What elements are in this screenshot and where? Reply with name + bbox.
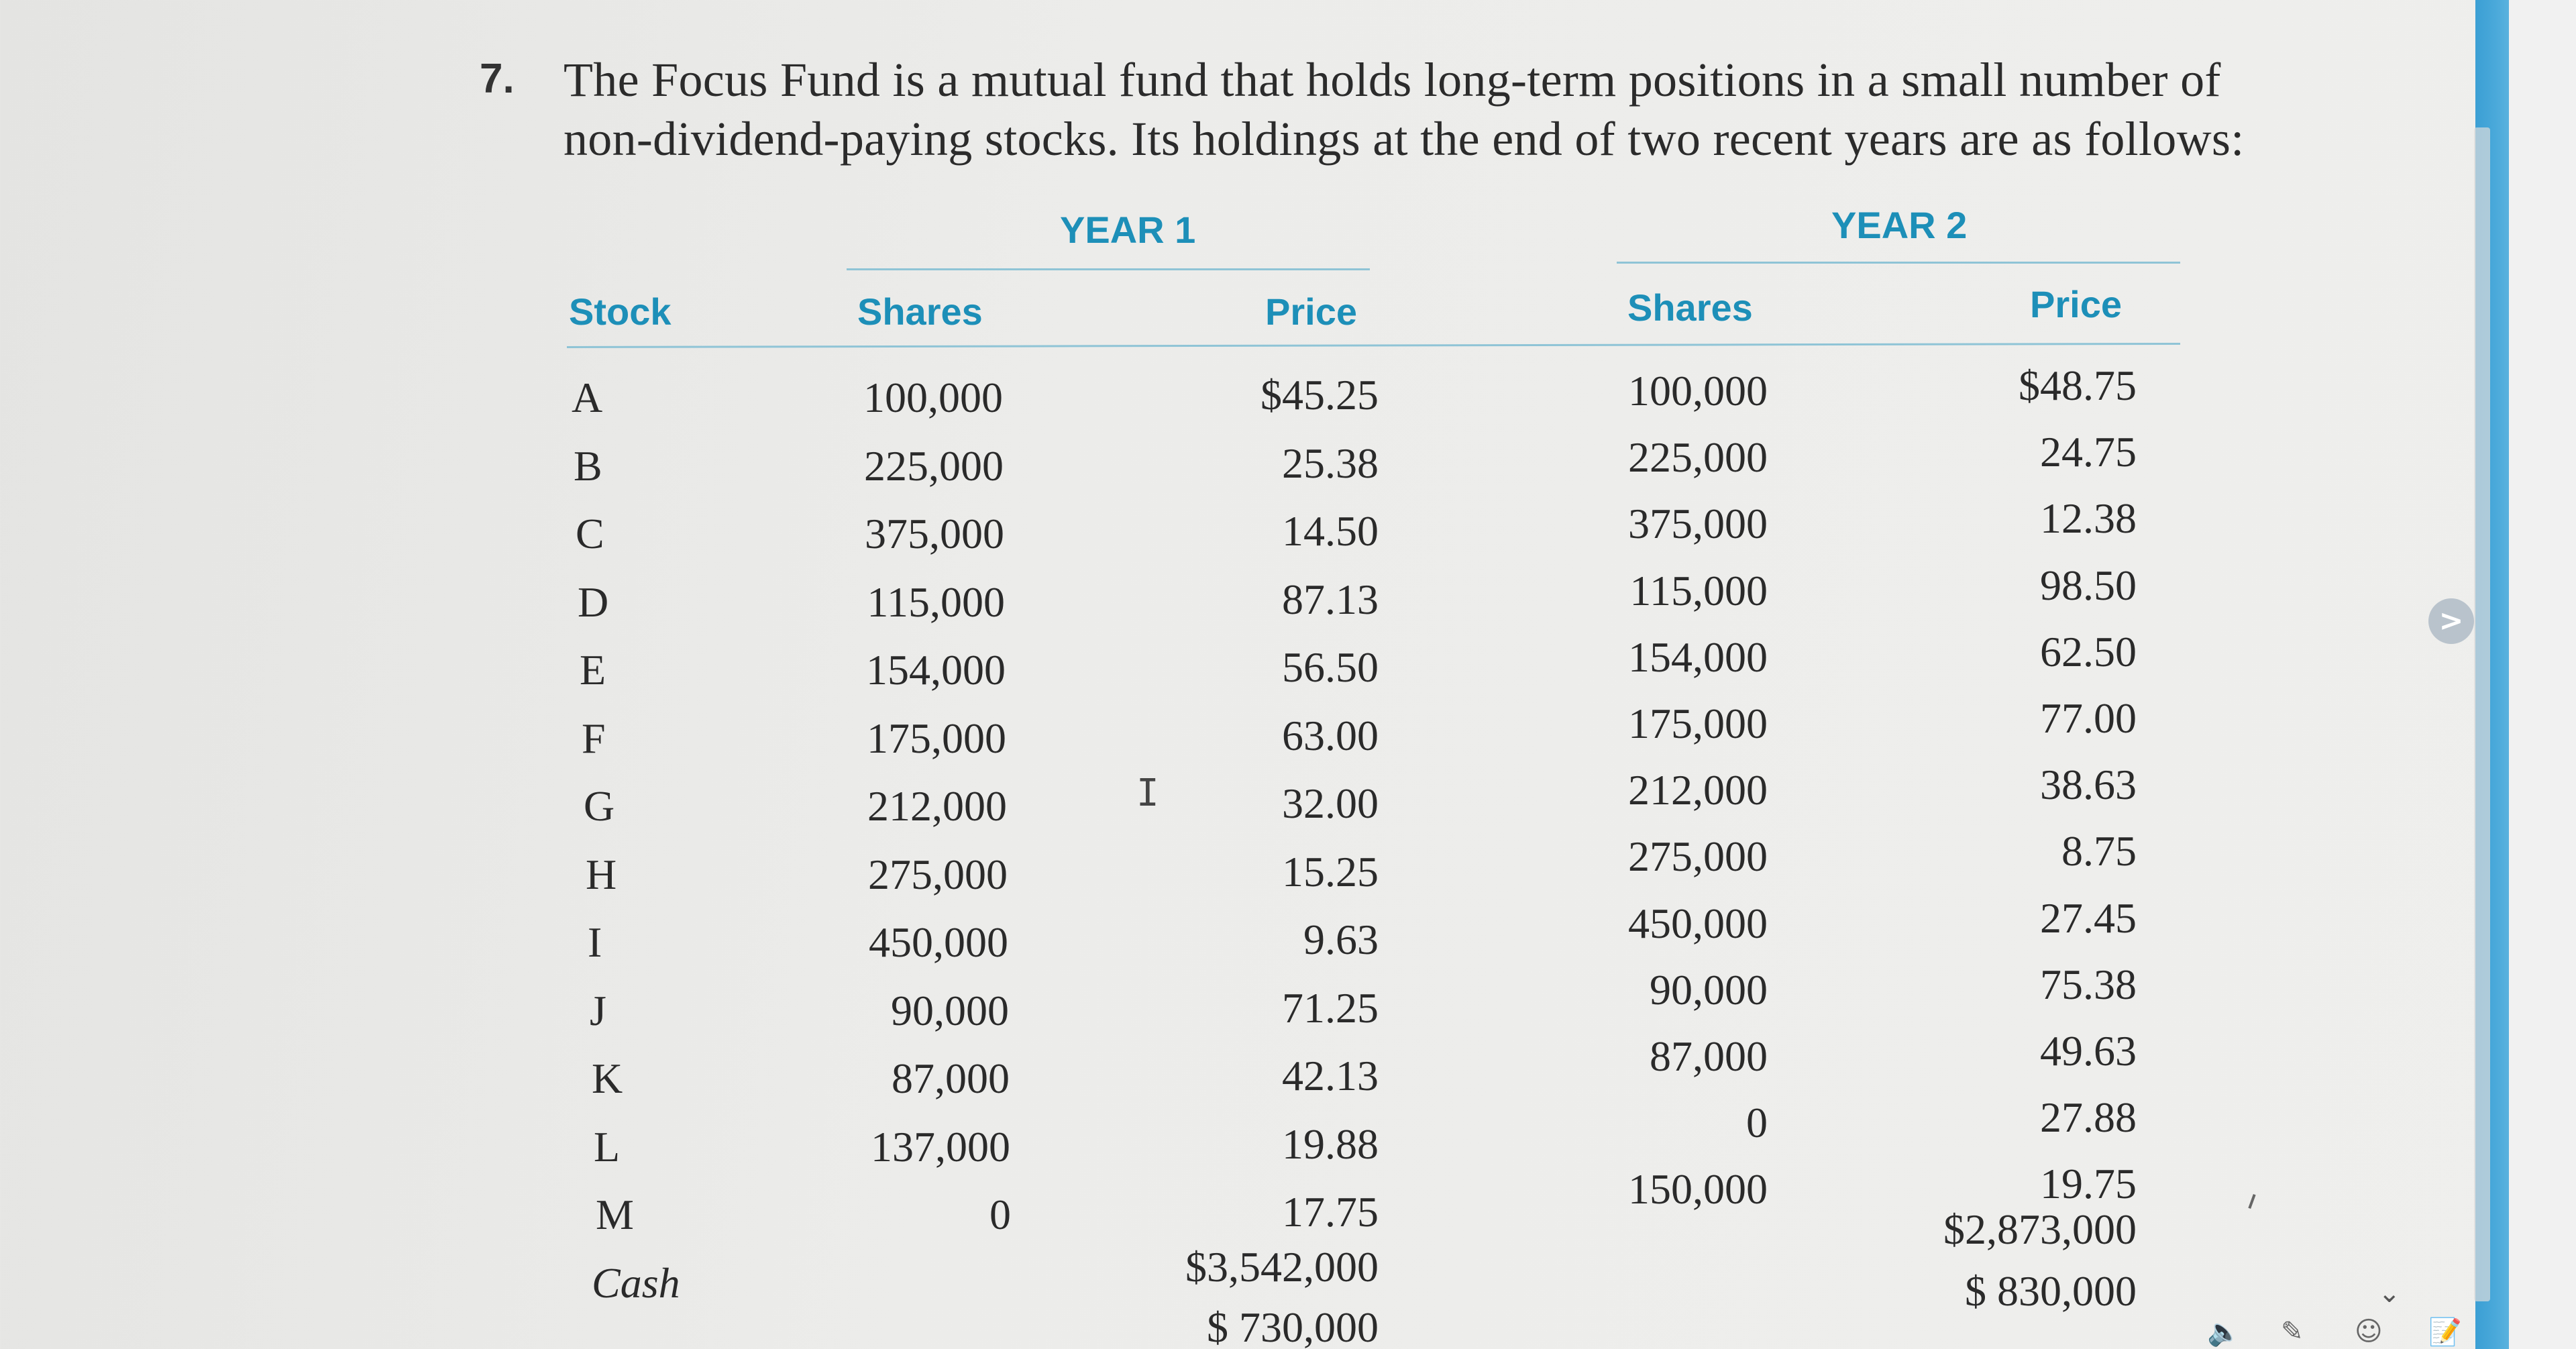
price-year2: 98.50 bbox=[2040, 561, 2137, 609]
smiley-icon[interactable]: ☺ bbox=[2355, 1316, 2383, 1347]
header-stock: Stock bbox=[569, 290, 672, 333]
shares-year2: 212,000 bbox=[1628, 766, 1768, 814]
stock-name: A bbox=[572, 374, 603, 421]
price-year2: 27.88 bbox=[2040, 1093, 2137, 1142]
stock-name: M bbox=[596, 1191, 634, 1238]
scrollbar-thumb[interactable] bbox=[2474, 127, 2490, 1301]
shares-year2: 225,000 bbox=[1628, 433, 1768, 482]
price-year1: $45.25 bbox=[1260, 371, 1379, 419]
question-number: 7. bbox=[480, 56, 515, 102]
stock-name: D bbox=[578, 578, 609, 626]
stock-name: I bbox=[588, 918, 602, 966]
shares-year1: 115,000 bbox=[867, 578, 1005, 626]
text-cursor-icon: I bbox=[1136, 771, 1159, 815]
header-price-year1: Price bbox=[1265, 290, 1357, 333]
price-year1: 14.50 bbox=[1282, 507, 1379, 555]
price-year1: 19.88 bbox=[1282, 1120, 1379, 1168]
price-year1: 15.25 bbox=[1282, 847, 1379, 896]
shares-year2: 154,000 bbox=[1628, 633, 1768, 681]
price-year2: 49.63 bbox=[2040, 1027, 2137, 1075]
year-2-rule bbox=[1617, 262, 2180, 264]
price-year2: 19.75 bbox=[2040, 1160, 2137, 1208]
partial-row-year1: $ 730,000 bbox=[1207, 1303, 1379, 1349]
price-year2: 77.00 bbox=[2040, 694, 2137, 742]
shares-year1: 137,000 bbox=[871, 1122, 1010, 1171]
chevron-down-icon[interactable]: ⌄ bbox=[2378, 1278, 2401, 1309]
header-shares-year1: Shares bbox=[857, 290, 983, 333]
price-year2: 8.75 bbox=[2061, 827, 2137, 875]
stock-name: K bbox=[592, 1055, 623, 1102]
notes-icon[interactable]: 📝 bbox=[2428, 1317, 2462, 1348]
price-year2: 27.45 bbox=[2040, 894, 2137, 942]
header-rule bbox=[567, 343, 2180, 348]
header-price-year2: Price bbox=[2030, 283, 2122, 325]
shares-year1: 375,000 bbox=[865, 510, 1004, 557]
shares-year2: 87,000 bbox=[1650, 1032, 1768, 1080]
shares-year1: 154,000 bbox=[866, 646, 1006, 694]
shares-year2: 175,000 bbox=[1628, 700, 1768, 747]
price-year1: 17.75 bbox=[1282, 1188, 1379, 1236]
shares-year1: 100,000 bbox=[863, 374, 1003, 421]
price-year2: 12.38 bbox=[2040, 494, 2137, 543]
cash-label: Cash bbox=[592, 1258, 680, 1307]
price-year2: 75.38 bbox=[2040, 960, 2137, 1008]
stock-name: L bbox=[594, 1122, 621, 1171]
price-year1: 87.13 bbox=[1282, 575, 1379, 623]
shares-year1: 175,000 bbox=[867, 714, 1006, 762]
price-year2: 24.75 bbox=[2040, 428, 2137, 476]
year-2-label: YEAR 2 bbox=[1831, 204, 1968, 246]
shares-year1: 225,000 bbox=[864, 441, 1004, 490]
speaker-icon[interactable]: 🔈 bbox=[2207, 1317, 2241, 1348]
year-1-rule bbox=[847, 268, 1370, 270]
price-year1: 42.13 bbox=[1282, 1052, 1379, 1099]
price-year1: 71.25 bbox=[1282, 983, 1379, 1032]
price-year2: 62.50 bbox=[2040, 627, 2137, 676]
partial-row-year2: $ 830,000 bbox=[1965, 1266, 2137, 1315]
stock-name: J bbox=[590, 986, 606, 1034]
question-text-line-1: The Focus Fund is a mutual fund that holds long-term positions in a small number of bbox=[564, 53, 2221, 107]
shares-year2: 275,000 bbox=[1628, 832, 1768, 881]
shares-year1: 87,000 bbox=[892, 1055, 1010, 1102]
price-year1: 56.50 bbox=[1282, 643, 1379, 691]
stock-name: E bbox=[580, 646, 606, 694]
year-1-label: YEAR 1 bbox=[1060, 209, 1196, 251]
price-year2: 38.63 bbox=[2040, 761, 2137, 809]
shares-year2: 150,000 bbox=[1628, 1165, 1768, 1213]
price-year1: 25.38 bbox=[1282, 439, 1379, 487]
shares-year2: 100,000 bbox=[1628, 367, 1768, 415]
stock-name: G bbox=[584, 782, 615, 830]
shares-year1: 212,000 bbox=[867, 782, 1007, 830]
cash-year1: $3,542,000 bbox=[1185, 1242, 1379, 1291]
stray-mark bbox=[2248, 1194, 2255, 1209]
pen-icon[interactable]: ✎ bbox=[2281, 1316, 2304, 1347]
shares-year2: 115,000 bbox=[1629, 566, 1768, 614]
stock-name: B bbox=[574, 441, 602, 490]
price-year2: $48.75 bbox=[2019, 362, 2137, 409]
price-year1: 32.00 bbox=[1282, 779, 1379, 827]
window-edge bbox=[2509, 0, 2576, 1349]
shares-year2: 450,000 bbox=[1628, 899, 1768, 947]
shares-year1: 0 bbox=[989, 1191, 1011, 1238]
stock-name: C bbox=[576, 510, 604, 557]
cash-year2: $2,873,000 bbox=[1943, 1205, 2137, 1253]
chevron-right-icon: > bbox=[2438, 604, 2464, 638]
shares-year2: 0 bbox=[1746, 1099, 1768, 1147]
price-year1: 63.00 bbox=[1282, 711, 1379, 759]
stock-name: H bbox=[586, 850, 617, 898]
shares-year2: 375,000 bbox=[1628, 500, 1768, 548]
next-page-button[interactable] bbox=[2428, 598, 2474, 644]
shares-year1: 90,000 bbox=[891, 986, 1009, 1034]
price-year1: 9.63 bbox=[1303, 916, 1379, 963]
stock-name: F bbox=[582, 714, 606, 762]
shares-year1: 450,000 bbox=[869, 918, 1008, 966]
shares-year1: 275,000 bbox=[868, 850, 1008, 898]
header-shares-year2: Shares bbox=[1627, 286, 1753, 329]
shares-year2: 90,000 bbox=[1650, 965, 1768, 1014]
question-text-line-2: non-dividend-paying stocks. Its holdings at the end of two recent years are as follows: bbox=[564, 112, 2245, 166]
